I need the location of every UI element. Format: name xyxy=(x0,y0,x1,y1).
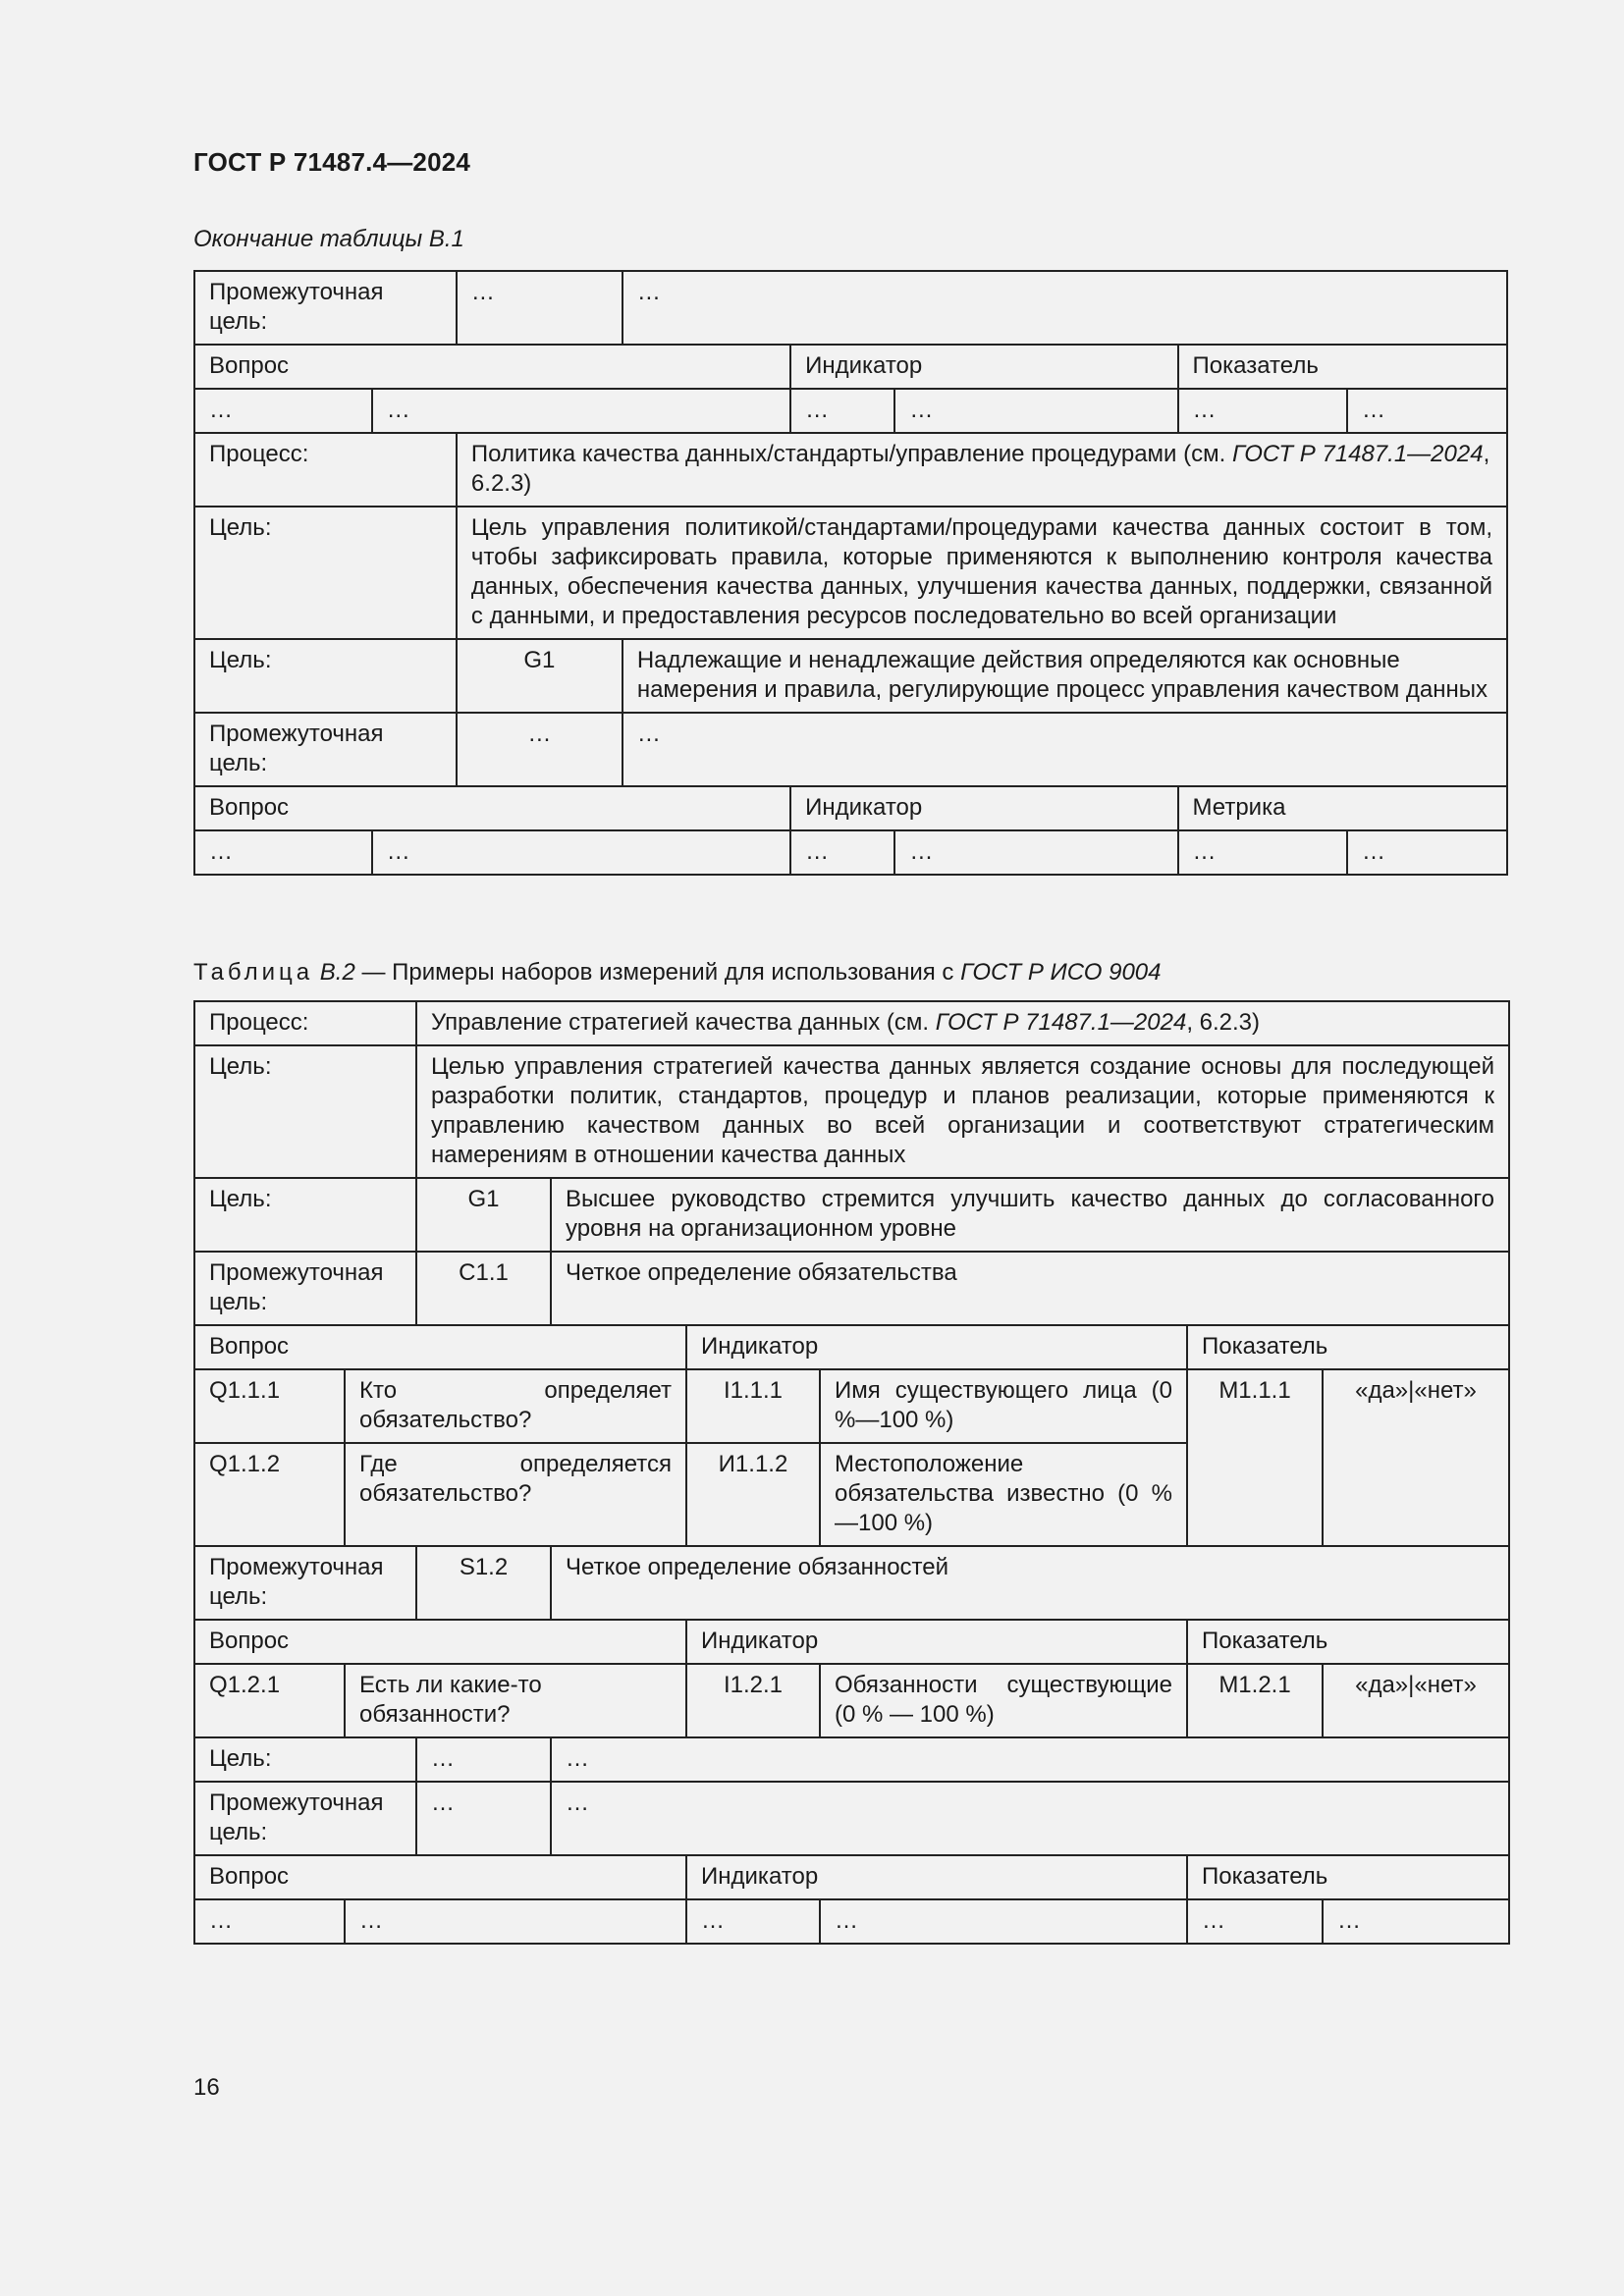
measure-code: M1.1.1 xyxy=(1187,1369,1323,1546)
table-row xyxy=(194,1325,1509,1369)
table-row xyxy=(194,1737,1509,1782)
cell: … xyxy=(194,1899,345,1944)
indicator-code: I1.1.1 xyxy=(686,1369,820,1443)
metric-header: Метрика xyxy=(1178,786,1507,830)
table-row xyxy=(194,1178,1509,1252)
cell: … xyxy=(686,1899,820,1944)
intermediate-goal-code: C1.1 xyxy=(416,1252,551,1325)
cell: … xyxy=(623,713,1507,786)
intermediate-goal-label: Промежуточная цель: xyxy=(194,1546,416,1620)
table-row xyxy=(194,1620,1509,1664)
caption-ref: ГОСТ Р ИСО 9004 xyxy=(960,959,1162,986)
goal-label: Цель: xyxy=(194,1737,416,1782)
table-row xyxy=(194,1899,1509,1944)
measure-header: Показатель xyxy=(1178,345,1507,389)
cell: … xyxy=(1178,830,1347,875)
goal-text: Цель управления политикой/стандартами/процедурами качества данных состоит в том, чтобы зафиксировать правила, которые применяются к выполнению контроля качества данных, обеспечения качества данных, улучшения качества данных, поддержки, связанной с данными, и предоставления ресурсов последовательно во всей организации xyxy=(457,507,1507,639)
measure-value: «да»|«нет» xyxy=(1323,1664,1509,1737)
table-row xyxy=(194,389,1507,433)
table-row xyxy=(194,1369,1509,1443)
process-label: Процесс: xyxy=(194,433,457,507)
cell: … xyxy=(1178,389,1347,433)
cell: … xyxy=(416,1782,551,1855)
measure-code: M1.2.1 xyxy=(1187,1664,1323,1737)
question-header: Вопрос xyxy=(194,1325,686,1369)
intermediate-goal-label: Промежуточная цель: xyxy=(194,713,457,786)
table-row xyxy=(194,1546,1509,1620)
table-row xyxy=(194,1252,1509,1325)
goal-description: Надлежащие и ненадлежащие действия определяются как основные намерения и правила, регулирующие процесс управления качеством данных xyxy=(623,639,1507,713)
caption-prefix: Таблица xyxy=(193,959,314,986)
indicator-code: I1.2.1 xyxy=(686,1664,820,1737)
intermediate-goal-label: Промежуточная цель: xyxy=(194,1782,416,1855)
question-code: Q1.2.1 xyxy=(194,1664,345,1737)
cell: … xyxy=(820,1899,1187,1944)
cell: … xyxy=(1347,389,1507,433)
table-row xyxy=(194,830,1507,875)
goal-code: G1 xyxy=(416,1178,551,1252)
intermediate-goal-code: S1.2 xyxy=(416,1546,551,1620)
cell: … xyxy=(194,830,372,875)
measure-header: Показатель xyxy=(1187,1855,1509,1899)
process-text xyxy=(416,1001,1509,1045)
process-text-tail: , 6.2.3) xyxy=(1186,1009,1261,1036)
intermediate-goal-label: Промежуточная цель: xyxy=(194,1252,416,1325)
cell: … xyxy=(623,271,1507,345)
table-continuation-caption: Окончание таблицы В.1 xyxy=(193,226,464,252)
table-row xyxy=(194,345,1507,389)
cell: … xyxy=(457,271,623,345)
measure-header: Показатель xyxy=(1187,1325,1509,1369)
process-label: Процесс: xyxy=(194,1001,416,1045)
cell: … xyxy=(194,389,372,433)
process-text-main: Политика качества данных/стандарты/управление процедурами (см. xyxy=(470,441,1232,467)
cell: … xyxy=(790,830,894,875)
indicator-text: Имя существующего лица (0 %—100 %) xyxy=(820,1369,1187,1443)
cell: … xyxy=(372,389,790,433)
indicator-text: Местоположение обязательства известно (0 %—100 %) xyxy=(820,1443,1187,1546)
caption-number: В.2 xyxy=(319,959,355,986)
intermediate-goal-description: Четкое определение обязательства xyxy=(551,1252,1509,1325)
goal-label: Цель: xyxy=(194,1045,416,1178)
process-ref: ГОСТ Р 71487.1—2024 xyxy=(935,1009,1187,1036)
question-text: Кто определяет обязательство? xyxy=(345,1369,686,1443)
table-row xyxy=(194,1782,1509,1855)
question-code: Q1.1.1 xyxy=(194,1369,345,1443)
cell: … xyxy=(1347,830,1507,875)
table-row xyxy=(194,639,1507,713)
goal-label: Цель: xyxy=(194,1178,416,1252)
table-b2-caption xyxy=(193,959,1162,987)
table-b1-end xyxy=(193,270,1508,876)
table-b2 xyxy=(193,1000,1510,1945)
indicator-code: И1.1.2 xyxy=(686,1443,820,1546)
goal-text: Целью управления стратегией качества данных является создание основы для последующей разработки политик, стандартов, процедур и планов реализации, которые применяются к управлению качеством данных во всей организации и соответствуют стратегическим намерениям в отношении качества данных xyxy=(416,1045,1509,1178)
indicator-header: Индикатор xyxy=(686,1325,1187,1369)
cell: … xyxy=(551,1782,1509,1855)
table-row xyxy=(194,1001,1509,1045)
cell: … xyxy=(894,830,1177,875)
intermediate-goal-description: Четкое определение обязанностей xyxy=(551,1546,1509,1620)
goal-label: Цель: xyxy=(194,507,457,639)
cell: … xyxy=(345,1899,686,1944)
question-header: Вопрос xyxy=(194,1855,686,1899)
process-ref: ГОСТ Р 71487.1—2024 xyxy=(1231,441,1484,467)
process-text-main: Управление стратегией качества данных (см. xyxy=(431,1009,936,1036)
indicator-header: Индикатор xyxy=(686,1855,1187,1899)
goal-code: G1 xyxy=(457,639,623,713)
table-row xyxy=(194,1664,1509,1737)
question-header: Вопрос xyxy=(194,1620,686,1664)
process-text-tail: , 6.2.3) xyxy=(470,441,1490,497)
table-row xyxy=(194,786,1507,830)
cell: … xyxy=(894,389,1177,433)
cell: … xyxy=(790,389,894,433)
cell: … xyxy=(416,1737,551,1782)
intermediate-goal-label: Промежуточная цель: xyxy=(194,271,457,345)
cell: … xyxy=(1323,1899,1509,1944)
measure-header: Показатель xyxy=(1187,1620,1509,1664)
table-row xyxy=(194,507,1507,639)
goal-label: Цель: xyxy=(194,639,457,713)
table-row xyxy=(194,271,1507,345)
process-text xyxy=(457,433,1507,507)
cell: … xyxy=(1187,1899,1323,1944)
cell: … xyxy=(551,1737,1509,1782)
table-row xyxy=(194,433,1507,507)
question-header: Вопрос xyxy=(194,345,790,389)
question-text: Где определяется обязательство? xyxy=(345,1443,686,1546)
table-row xyxy=(194,713,1507,786)
question-header: Вопрос xyxy=(194,786,790,830)
indicator-text: Обязанности существующие (0 % — 100 %) xyxy=(820,1664,1187,1737)
cell: … xyxy=(372,830,790,875)
table-row xyxy=(194,1855,1509,1899)
indicator-header: Индикатор xyxy=(686,1620,1187,1664)
indicator-header: Индикатор xyxy=(790,786,1177,830)
caption-text: — Примеры наборов измерений для использования с xyxy=(354,959,961,986)
doc-header: ГОСТ Р 71487.4—2024 xyxy=(193,147,471,177)
measure-value: «да»|«нет» xyxy=(1323,1369,1509,1546)
indicator-header: Индикатор xyxy=(790,345,1177,389)
question-text: Есть ли какие-то обязанности? xyxy=(345,1664,686,1737)
cell: … xyxy=(457,713,623,786)
question-code: Q1.1.2 xyxy=(194,1443,345,1546)
goal-description: Высшее руководство стремится улучшить качество данных до согласованного уровня на организационном уровне xyxy=(551,1178,1509,1252)
page-number: 16 xyxy=(193,2074,220,2101)
table-row xyxy=(194,1045,1509,1178)
